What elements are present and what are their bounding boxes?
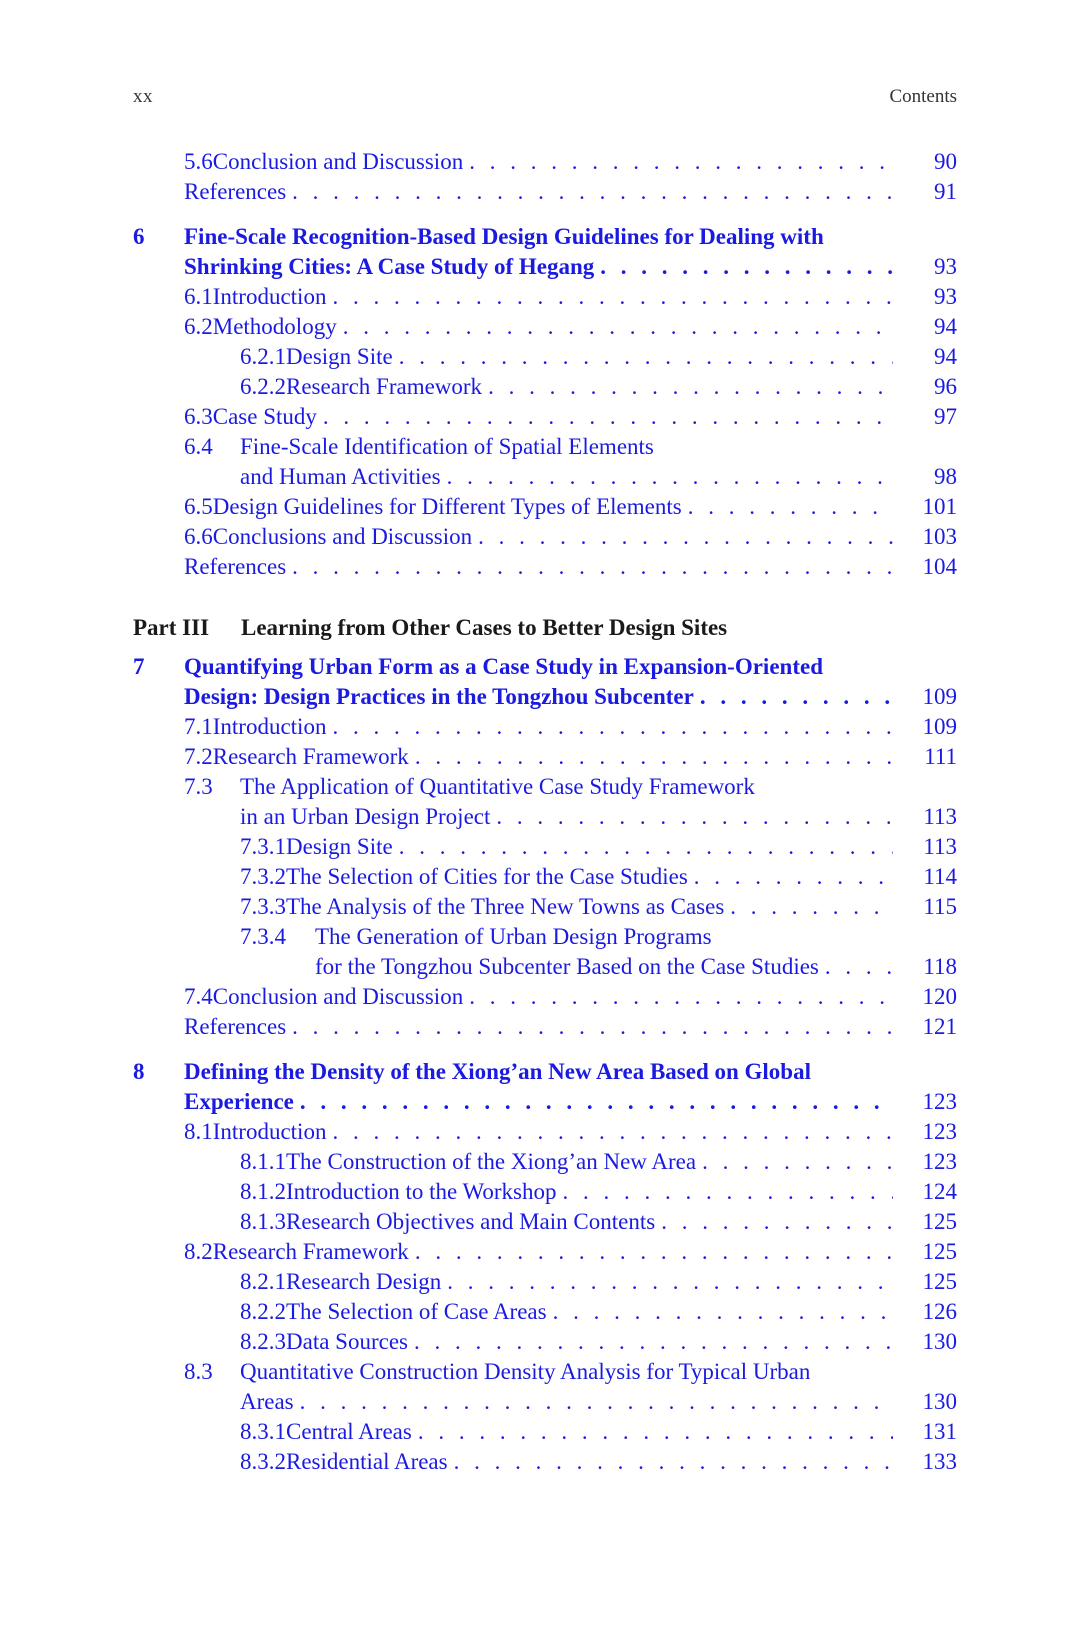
dot-leader [399, 832, 893, 862]
dot-leader [553, 1297, 893, 1327]
entry-title: Conclusion and Discussion [212, 149, 464, 174]
section-number: 8.2 [184, 1239, 213, 1264]
entry-title: References [184, 179, 287, 204]
dot-leader [399, 342, 893, 372]
dot-leader [414, 1327, 893, 1357]
chapter-number[interactable]: 8 [133, 1059, 145, 1084]
toc-entry[interactable] [240, 1267, 897, 1297]
toc-entry[interactable] [240, 802, 897, 832]
page-number-link[interactable]: 94 [934, 314, 957, 339]
entry-title: Defining the Density of the Xiong’an New Area Based on Global [184, 1059, 811, 1084]
entry-title: Conclusions and Discussion [212, 524, 473, 549]
page-number-link[interactable]: 91 [934, 179, 957, 204]
page-number-link[interactable]: 93 [934, 254, 957, 279]
toc-entry[interactable] [184, 312, 897, 342]
page-number-link[interactable]: 121 [922, 1014, 957, 1039]
section-number: 8.3.2 [240, 1449, 286, 1474]
page-number-link[interactable]: 130 [922, 1329, 957, 1354]
dot-leader [694, 862, 893, 892]
dot-leader [496, 802, 893, 832]
chapter-number[interactable]: 7 [133, 654, 145, 679]
entry-title: Residential Areas [286, 1449, 448, 1474]
running-head-title: Contents [889, 86, 957, 107]
toc-entry[interactable] [184, 1012, 897, 1042]
section-number: 8.2.3 [240, 1329, 286, 1354]
section-number: 8.3 [184, 1359, 213, 1384]
dot-leader [730, 892, 893, 922]
page-number-link[interactable]: 96 [934, 374, 957, 399]
entry-title: for the Tongzhou Subcenter Based on the Case Studies [315, 954, 819, 979]
toc-entry[interactable] [184, 552, 897, 582]
section-number: 6.2.1 [240, 344, 286, 369]
entry-title: in an Urban Design Project [240, 804, 491, 829]
toc-entry[interactable] [240, 1147, 897, 1177]
toc-entry[interactable] [240, 892, 897, 922]
toc-entry[interactable] [240, 1177, 897, 1207]
entry-title: The Analysis of the Three New Towns as Cases [286, 894, 725, 919]
toc-entry[interactable] [240, 372, 897, 402]
section-number: 7.3.1 [240, 834, 286, 859]
toc-entry[interactable] [184, 1117, 897, 1147]
toc-entry[interactable] [184, 1237, 897, 1267]
entry-title: Design Guidelines for Different Types of Elements [212, 494, 682, 519]
entry-title: The Selection of Case Areas [286, 1299, 547, 1324]
toc-entry[interactable] [240, 1297, 897, 1327]
dot-leader [418, 1417, 893, 1447]
entry-title: Design: Design Practices in the Tongzhou Subcenter [184, 684, 694, 709]
toc-entry[interactable] [240, 862, 897, 892]
page-number-link[interactable]: 125 [922, 1209, 957, 1234]
section-number: 6.5 [184, 494, 213, 519]
entry-title: Central Areas [286, 1419, 412, 1444]
entry-title: Research Objectives and Main Contents [286, 1209, 656, 1234]
page-number-link[interactable]: 97 [934, 404, 957, 429]
page-number-link[interactable]: 118 [923, 954, 957, 979]
toc-chapter-entry[interactable] [184, 652, 897, 682]
toc-entry[interactable] [184, 712, 897, 742]
part-title: Learning from Other Cases to Better Design Sites [241, 615, 728, 640]
entry-title: Shrinking Cities: A Case Study of Hegang [184, 254, 595, 279]
entry-title: Experience [184, 1089, 294, 1114]
dot-leader [415, 1237, 893, 1267]
dot-leader [300, 1387, 893, 1417]
entry-title: Research Design [286, 1269, 442, 1294]
entry-title: and Human Activities [240, 464, 441, 489]
dot-leader [700, 682, 893, 712]
entry-title: References [184, 554, 287, 579]
toc-entry[interactable] [184, 147, 897, 177]
toc-chapter-entry[interactable] [184, 252, 897, 282]
dot-leader [323, 402, 893, 432]
page-number-link[interactable]: 109 [922, 684, 957, 709]
page-number-link[interactable]: 124 [922, 1179, 957, 1204]
dot-leader [292, 177, 893, 207]
chapter-number[interactable]: 6 [133, 224, 145, 249]
dot-leader [300, 1087, 893, 1117]
entry-title: Introduction [212, 284, 327, 309]
page-number-link[interactable]: 104 [922, 554, 957, 579]
toc-chapter-entry[interactable] [184, 1087, 897, 1117]
dot-leader [661, 1207, 893, 1237]
toc-entry[interactable] [184, 177, 897, 207]
entry-title: Introduction [212, 1119, 327, 1144]
page-number-link[interactable]: 123 [922, 1119, 957, 1144]
page-number-link[interactable]: 123 [922, 1149, 957, 1174]
dot-leader [415, 742, 893, 772]
section-number: 6.3 [184, 404, 213, 429]
toc-entry[interactable] [184, 402, 897, 432]
toc-chapter-entry[interactable] [184, 682, 897, 712]
section-number: 8.2.2 [240, 1299, 286, 1324]
page-number-link[interactable]: 90 [934, 149, 957, 174]
entry-title: The Generation of Urban Design Programs [315, 924, 712, 949]
dot-leader [332, 712, 893, 742]
section-number: 6.4 [184, 434, 213, 459]
dot-leader [343, 312, 893, 342]
page-number-link[interactable]: 113 [923, 834, 957, 859]
toc-entry[interactable] [184, 742, 897, 772]
page-number-link[interactable]: 131 [922, 1419, 957, 1444]
section-number: 6.2.2 [240, 374, 286, 399]
entry-title: References [184, 1014, 287, 1039]
page-number-link[interactable]: 101 [922, 494, 957, 519]
toc-entry[interactable] [240, 922, 897, 952]
entry-title: Quantifying Urban Form as a Case Study in Expansion-Oriented [184, 654, 823, 679]
toc-entry[interactable] [240, 1387, 897, 1417]
page-number-link[interactable]: 94 [934, 344, 957, 369]
page-number-link[interactable]: 125 [922, 1269, 957, 1294]
toc-chapter-entry[interactable] [184, 222, 897, 252]
entry-title: Research Framework [212, 1239, 409, 1264]
page-number-link[interactable]: 133 [922, 1449, 957, 1474]
toc-entry[interactable] [184, 282, 897, 312]
toc-entry[interactable] [240, 1207, 897, 1237]
toc-entry[interactable] [240, 1327, 897, 1357]
toc-entry[interactable] [240, 832, 897, 862]
entry-title: Quantitative Construction Density Analysis for Typical Urban [240, 1359, 811, 1384]
entry-title: The Application of Quantitative Case Study Framework [240, 774, 755, 799]
page-number-link[interactable]: 109 [922, 714, 957, 739]
entry-title: Case Study [212, 404, 317, 429]
entry-title: Research Framework [212, 744, 409, 769]
dot-leader [825, 952, 893, 982]
entry-title: Introduction to the Workshop [286, 1179, 557, 1204]
toc-entry[interactable] [240, 1447, 897, 1477]
dot-leader [292, 552, 893, 582]
section-number: 8.1.2 [240, 1179, 286, 1204]
part-label: Part III [133, 615, 210, 640]
toc-entry[interactable] [184, 522, 897, 552]
section-number: 7.3 [184, 774, 213, 799]
dot-leader [600, 252, 893, 282]
section-number: 8.1.1 [240, 1149, 286, 1174]
dot-leader [469, 147, 893, 177]
section-number: 8.3.1 [240, 1419, 286, 1444]
section-number: 8.2.1 [240, 1269, 286, 1294]
dot-leader [702, 1147, 893, 1177]
dot-leader [469, 982, 893, 1012]
page-number-link[interactable]: 113 [923, 804, 957, 829]
entry-title: Data Sources [286, 1329, 408, 1354]
page-number-link[interactable]: 120 [922, 984, 957, 1009]
entry-title: Design Site [286, 344, 393, 369]
page-number-link[interactable]: 126 [922, 1299, 957, 1324]
section-number: 7.1 [184, 714, 213, 739]
page-number-link[interactable]: 103 [922, 524, 957, 549]
toc-chapter-entry[interactable] [184, 1057, 897, 1087]
section-number: 7.3.3 [240, 894, 286, 919]
dot-leader [478, 522, 893, 552]
section-number: 6.2 [184, 314, 213, 339]
page-number-link[interactable]: 111 [924, 744, 957, 769]
section-number: 8.1.3 [240, 1209, 286, 1234]
entry-title: Fine-Scale Identification of Spatial Elements [240, 434, 654, 459]
entry-title: Research Framework [286, 374, 483, 399]
page-number-link[interactable]: 125 [922, 1239, 957, 1264]
entry-title: The Construction of the Xiong’an New Area [286, 1149, 697, 1174]
toc-entry[interactable] [184, 492, 897, 522]
dot-leader [447, 1267, 893, 1297]
page-number-link[interactable]: 114 [923, 864, 957, 889]
toc-entry[interactable] [184, 1357, 897, 1387]
section-number: 8.1 [184, 1119, 213, 1144]
section-number: 7.4 [184, 984, 213, 1009]
toc-entry[interactable] [184, 772, 897, 802]
dot-leader [454, 1447, 893, 1477]
entry-title: The Selection of Cities for the Case Studies [286, 864, 688, 889]
dot-leader [332, 282, 893, 312]
toc-entry[interactable] [240, 342, 897, 372]
dot-leader [447, 462, 893, 492]
dot-leader [488, 372, 893, 402]
toc-entry[interactable] [240, 1417, 897, 1447]
page-number-link[interactable]: 93 [934, 284, 957, 309]
toc-entry[interactable] [315, 952, 897, 982]
page-number-link[interactable]: 130 [922, 1389, 957, 1414]
entry-title: Fine-Scale Recognition-Based Design Guidelines for Dealing with [184, 224, 824, 249]
page-number-link[interactable]: 123 [922, 1089, 957, 1114]
section-number: 7.2 [184, 744, 213, 769]
page-number-link[interactable]: 115 [923, 894, 957, 919]
section-number: 7.3.2 [240, 864, 286, 889]
entry-title: Introduction [212, 714, 327, 739]
section-number: 6.6 [184, 524, 213, 549]
running-head-page-number: xx [133, 86, 153, 107]
page-number-link[interactable]: 98 [934, 464, 957, 489]
dot-leader [563, 1177, 894, 1207]
entry-title: Methodology [212, 314, 337, 339]
section-number: 7.3.4 [240, 924, 286, 949]
toc-entry[interactable] [184, 432, 897, 462]
section-number: 6.1 [184, 284, 213, 309]
dot-leader [688, 492, 893, 522]
toc-entry[interactable] [184, 982, 897, 1012]
dot-leader [332, 1117, 893, 1147]
section-number: 5.6 [184, 149, 213, 174]
entry-title: Conclusion and Discussion [212, 984, 464, 1009]
dot-leader [292, 1012, 893, 1042]
entry-title: Design Site [286, 834, 393, 859]
entry-title: Areas [240, 1389, 294, 1414]
toc-entry[interactable] [240, 462, 897, 492]
